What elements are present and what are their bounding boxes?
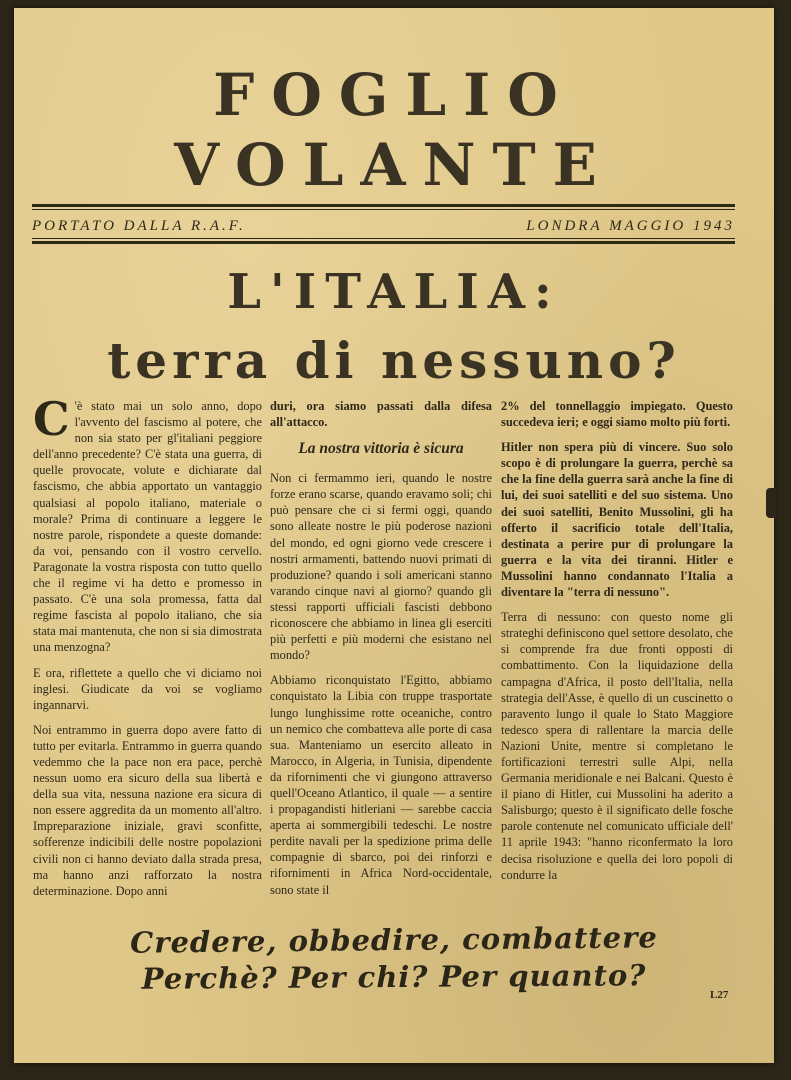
column-1 xyxy=(33,398,262,916)
dateline-right: LONDRA MAGGIO 1943 xyxy=(526,218,735,234)
masthead-line2: VOLANTE xyxy=(174,131,614,199)
drop-cap: C xyxy=(33,398,70,446)
column-3-lead: 2% del tonnellaggio impiegato. Questo succedeva ieri; e oggi siamo molto più forti. xyxy=(501,399,733,430)
column-2 xyxy=(270,398,492,916)
rule-bottom-thin xyxy=(32,238,735,239)
dateline-left: PORTATO DALLA R.A.F. xyxy=(32,218,246,234)
column-3-paragraph-1: Hitler non spera più di vincere. Suo solo scopo è di prolungare la guerra, perchè sa che la fine della guerra sarà anche la fine di lui, dei suoi satelliti e del suo sistema. Uno dei suoi satelliti, Benito Mussolini, gli ha offerto il sacrificio totale dell'Italia, destinata a perire pur di prolungare la guerra e la vita dei tiranni. Hitler e Mussolini hanno condannato l'Italia a diventare la "terra di nessuno". xyxy=(501,440,733,600)
column-2-paragraph-2: Abbiamo riconquistato l'Egitto, abbiamo conquistato la Libia con truppe trasportate lungo lunghissime rotte oceaniche, contro un nemico che combatteva alle porte di casa sua. Manteniamo un esercito alleato in Marocco, in Algeria, in Tunisia, dipendente da rifornimenti che vi giungono attraverso quell'Oceano Atlantico, il quale — a sentire i propagandisti hitleriani — sarebbe caccia aperta ai sommergibili tedeschi. Le nostre perdite navali per la spedizione prima delle compagnie di sbarco, poi dei rinforzi e rifornimenti in Africa Nord-occidentale, sono state il xyxy=(270,673,492,897)
headline-line1: L'ITALIA: xyxy=(227,264,561,320)
paper-tear xyxy=(766,488,776,518)
column-3-paragraph-2: Terra di nessuno: con questo nome gli strateghi definiscono quel settore desolato, che si comprende fra due fronti opposti di combattimento. Con la liquidazione della campagna d'Africa, il posto dell'Italia, nella strategia dell'Asse, è quello di un cuscinetto o paravento lungo il quale lo Stato Maggiore tedesco spera di rallentare la marcia delle Nazioni Unite, mentre si completano le fortificazioni terrestri sulle Alpi, nella Germania meridionale e nei Balcani. Questo è il piano di Hitler, cui Mussolini ha aderito a Salisburgo; questo è il significato delle fosche parole contenute nel comunicato ufficiale dell' 11 aprile 1943: "hanno riconfermato la loro decisa risoluzione e quella dei loro popoli di condurre la xyxy=(501,610,733,882)
leaflet-page xyxy=(14,8,774,1063)
slogan-line2: Perchè? Per chi? Per quanto? xyxy=(141,958,647,996)
rule-top-thin xyxy=(32,209,735,210)
column-2-paragraph-1: Non ci fermammo ieri, quando le nostre forze erano scarse, quando eravamo soli; chi può pensare che ci si fermi oggi, quando sono alleate nostre le più poderose nazioni del mondo, ed ogni giorno vede crescere i nostri armamenti, battendo nuovi primati di produzione? quando i soli americani stanno varando cinque navi al giorno? quando gli stessi rapporti ufficiali fascisti debbono riconoscere che abbiamo in linea gli eserciti più perfetti e più moderni che esistano nel mondo? xyxy=(270,471,492,663)
masthead-line1: FOGLIO xyxy=(213,61,575,129)
headline-line2: terra di nessuno? xyxy=(107,331,681,390)
column-1-paragraph-2: E ora, riflettete a quello che vi diciamo noi inglesi. Giudicate da voi se vogliamo ingannarvi. xyxy=(33,665,262,712)
rule-top-thick xyxy=(32,204,735,207)
column-3 xyxy=(501,398,733,916)
slogan-line1: Credere, obbedire, combattere xyxy=(129,920,659,960)
column-2-subhead: La nostra vittoria è sicura xyxy=(298,440,464,458)
rule-bottom-thick xyxy=(32,241,735,244)
column-2-lead: duri, ora siamo passati dalla difesa all'attacco. xyxy=(270,399,492,430)
column-1-paragraph-1-text: 'è stato mai un solo anno, dopo l'avvento del fascismo al potere, che non sia stato per gl'italiani peggiore dell'anno precedente? C'è stata una guerra, di quelle provocate, volute e dichiarate dal fascismo, che abbia apportato un vantaggio qualsiasi al popolo italiano, materiale o morale? Prima di continuare a leggere le nostre parole, rispondete a queste domande: da voi, pensando con il vostro cervello. Paragonate la vostra risposta con tutto quello che il regime vi ha detto e promesso in passato. C'è una sola promessa, fatta dal regime fascista al popolo italiano, che sia stata mai mantenuta, che non si sia dimostrata una menzogna? xyxy=(33,399,262,655)
column-1-paragraph-1 xyxy=(33,398,262,656)
column-1-paragraph-3: Noi entrammo in guerra dopo avere fatto di tutto per evitarla. Entrammo in guerra quando vedemmo che la pace non era pace, perchè nessun uomo era sicuro della sua libertà e della sua vita, nessuna nazione era sicura di non essere aggredita da un momento all'altro. Impreparazione iniziale, gravi sconfitte, sofferenze indicibili delle nostre popolazioni civili non ci hanno deviato dalla strada presa, ma hanno anzi rafforzato la nostra determinazione. Dopo anni xyxy=(33,722,262,898)
leaflet-code: L27 xyxy=(710,989,729,1001)
